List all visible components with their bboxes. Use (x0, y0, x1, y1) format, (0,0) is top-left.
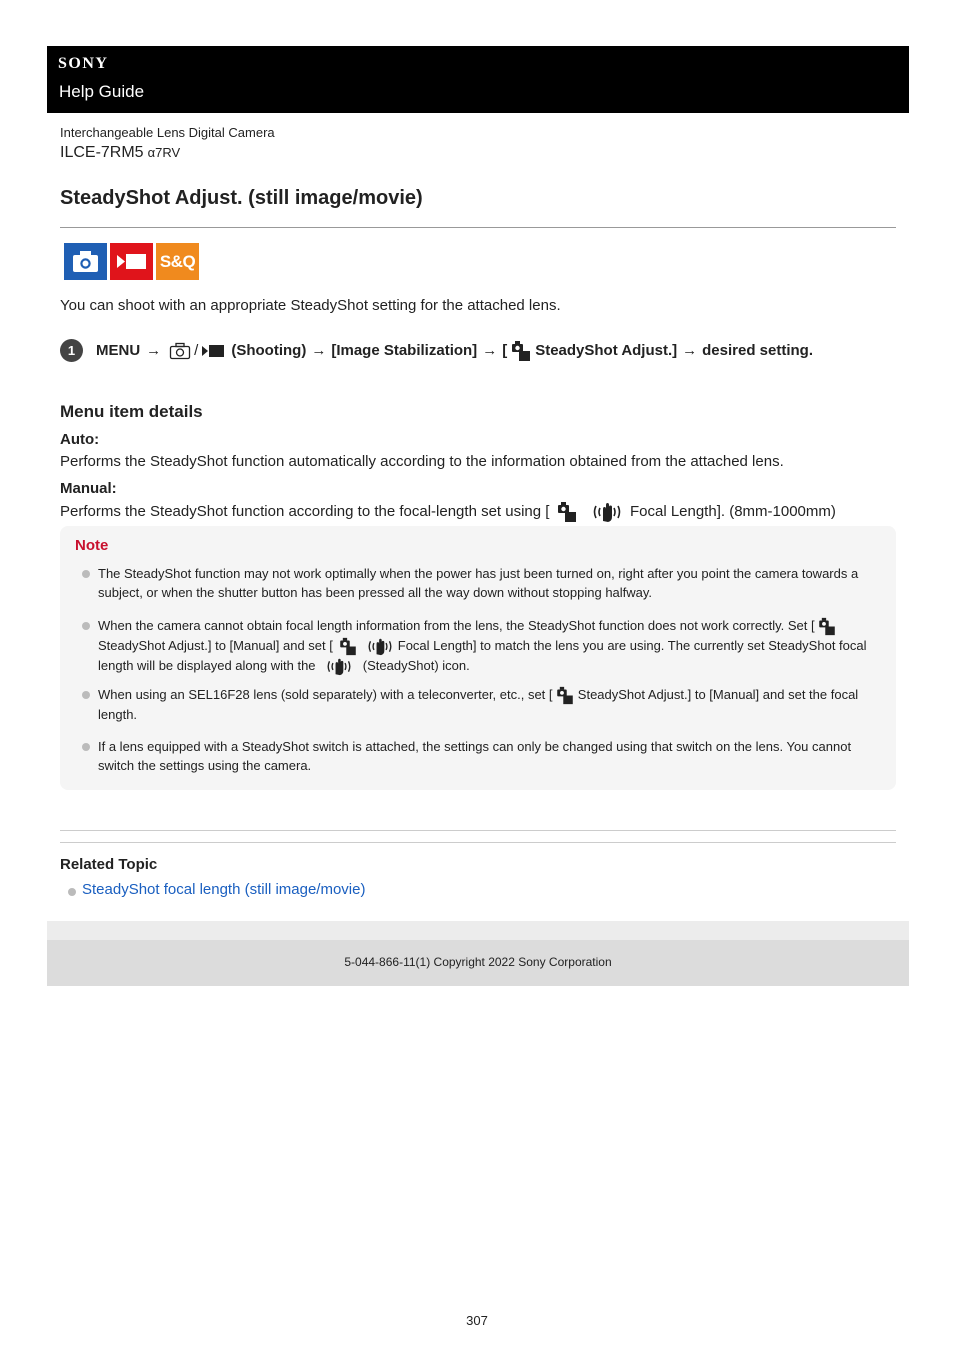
steadyshot-camera-icon (556, 686, 574, 705)
bullet-icon (82, 743, 90, 751)
bracket: [ (502, 342, 508, 359)
bullet-icon (68, 888, 76, 896)
photo-mode-icon (64, 243, 107, 280)
arrow: → (682, 342, 698, 359)
note-item-1-text: The SteadyShot function may not work optimally when the power has just been turned on, right after you point the camera towards a subject, or when the shutter button has been pressed all the way down without stopping halfway. (98, 566, 859, 600)
note-item-2-text-c: Focal Length] to match the lens you are using. The currently set SteadyShot focal length will be displayed along with the (98, 638, 867, 674)
camera-outline-icon (169, 342, 191, 360)
steadyshot-camera-icon (818, 617, 836, 636)
steadyshot-hand-icon (591, 501, 623, 523)
arrow: → (311, 342, 327, 359)
title-divider (60, 227, 896, 228)
steadyshot-adjust-label: SteadyShot Adjust.] (535, 342, 678, 359)
note-item-2-text-b: SteadyShot Adjust.] to [Manual] and set [ (98, 638, 333, 654)
note-item (98, 564, 878, 602)
slash: / (194, 342, 199, 359)
manual-desc-part-1: Performs the SteadyShot function according to the focal-length set using [ (60, 502, 550, 520)
auto-term: Auto: (60, 431, 100, 448)
movie-mode-icon (110, 243, 153, 280)
note-item (98, 737, 878, 775)
bullet-icon (82, 570, 90, 578)
note-item (98, 616, 878, 676)
bullet-icon (82, 691, 90, 699)
mode-icons (64, 243, 199, 280)
sq-mode-icon: S&Q (156, 243, 199, 280)
movie-icon (201, 343, 225, 359)
manual-term: Manual: (60, 480, 117, 497)
arrow: → (482, 342, 498, 359)
model-name (60, 144, 180, 162)
note-item-3-text-b: SteadyShot Adjust.] to [Manual] and set the focal length. (98, 687, 859, 723)
auto-description: Performs the SteadyShot function automatically according to the information obtained from the attached lens. (60, 453, 784, 470)
manual-desc-part-2: Focal Length]. (8mm-1000mm) (629, 502, 836, 520)
related-topic-link[interactable]: SteadyShot focal length (still image/movie) (82, 881, 366, 898)
footer (47, 940, 909, 986)
footer-spacer (47, 921, 909, 940)
bullet-icon (82, 622, 90, 630)
page-title: SteadyShot Adjust. (still image/movie) (60, 187, 423, 209)
steadyshot-camera-icon (511, 340, 531, 362)
steadyshot-hand-icon (322, 657, 356, 676)
note-item-2-text-d: (SteadyShot) icon. (362, 658, 470, 674)
step-number: 1 (60, 339, 83, 362)
note-box (60, 526, 896, 790)
note-item-3-text-a: When using an SEL16F28 lens (sold separately) with a teleconverter, etc., set [ (98, 687, 553, 702)
shooting-label: (Shooting) (231, 342, 307, 359)
manual-description (60, 501, 836, 523)
menu-label: MENU (96, 342, 141, 359)
model-code: ILCE-7RM5 (60, 144, 144, 161)
model-alt: α7RV (147, 145, 181, 160)
image-stabilization-label: [Image Stabilization] (331, 342, 478, 359)
note-title: Note (75, 537, 109, 554)
page-number: 307 (466, 1313, 488, 1328)
steadyshot-camera-icon (339, 637, 357, 656)
divider (60, 830, 896, 831)
steadyshot-hand-icon (366, 637, 394, 656)
help-guide-label: Help Guide (59, 82, 145, 101)
menu-item-details-heading: Menu item details (60, 402, 203, 421)
camera-type: Interchangeable Lens Digital Camera (60, 125, 275, 140)
intro-text: You can shoot with an appropriate SteadyShot setting for the attached lens. (60, 297, 561, 314)
header-bar (47, 46, 909, 113)
arrow: → (146, 342, 162, 359)
note-item (98, 685, 878, 724)
step-1 (60, 339, 813, 362)
note-item-4-text: If a lens equipped with a SteadyShot switch is attached, the settings can only be changed using that switch on the lens. You cannot switch the settings using the camera. (98, 739, 852, 773)
copyright: 5-044-866-11(1) Copyright 2022 Sony Corporation (344, 955, 612, 969)
related-topic-heading: Related Topic (60, 856, 158, 873)
sony-logo: SONY (58, 55, 109, 72)
divider (60, 842, 896, 843)
steadyshot-camera-icon (557, 501, 577, 523)
note-item-2-text-a: When the camera cannot obtain focal length information from the lens, the SteadyShot function does not work correctly. Set [ (98, 618, 815, 633)
desired-setting-label: desired setting. (702, 342, 813, 359)
